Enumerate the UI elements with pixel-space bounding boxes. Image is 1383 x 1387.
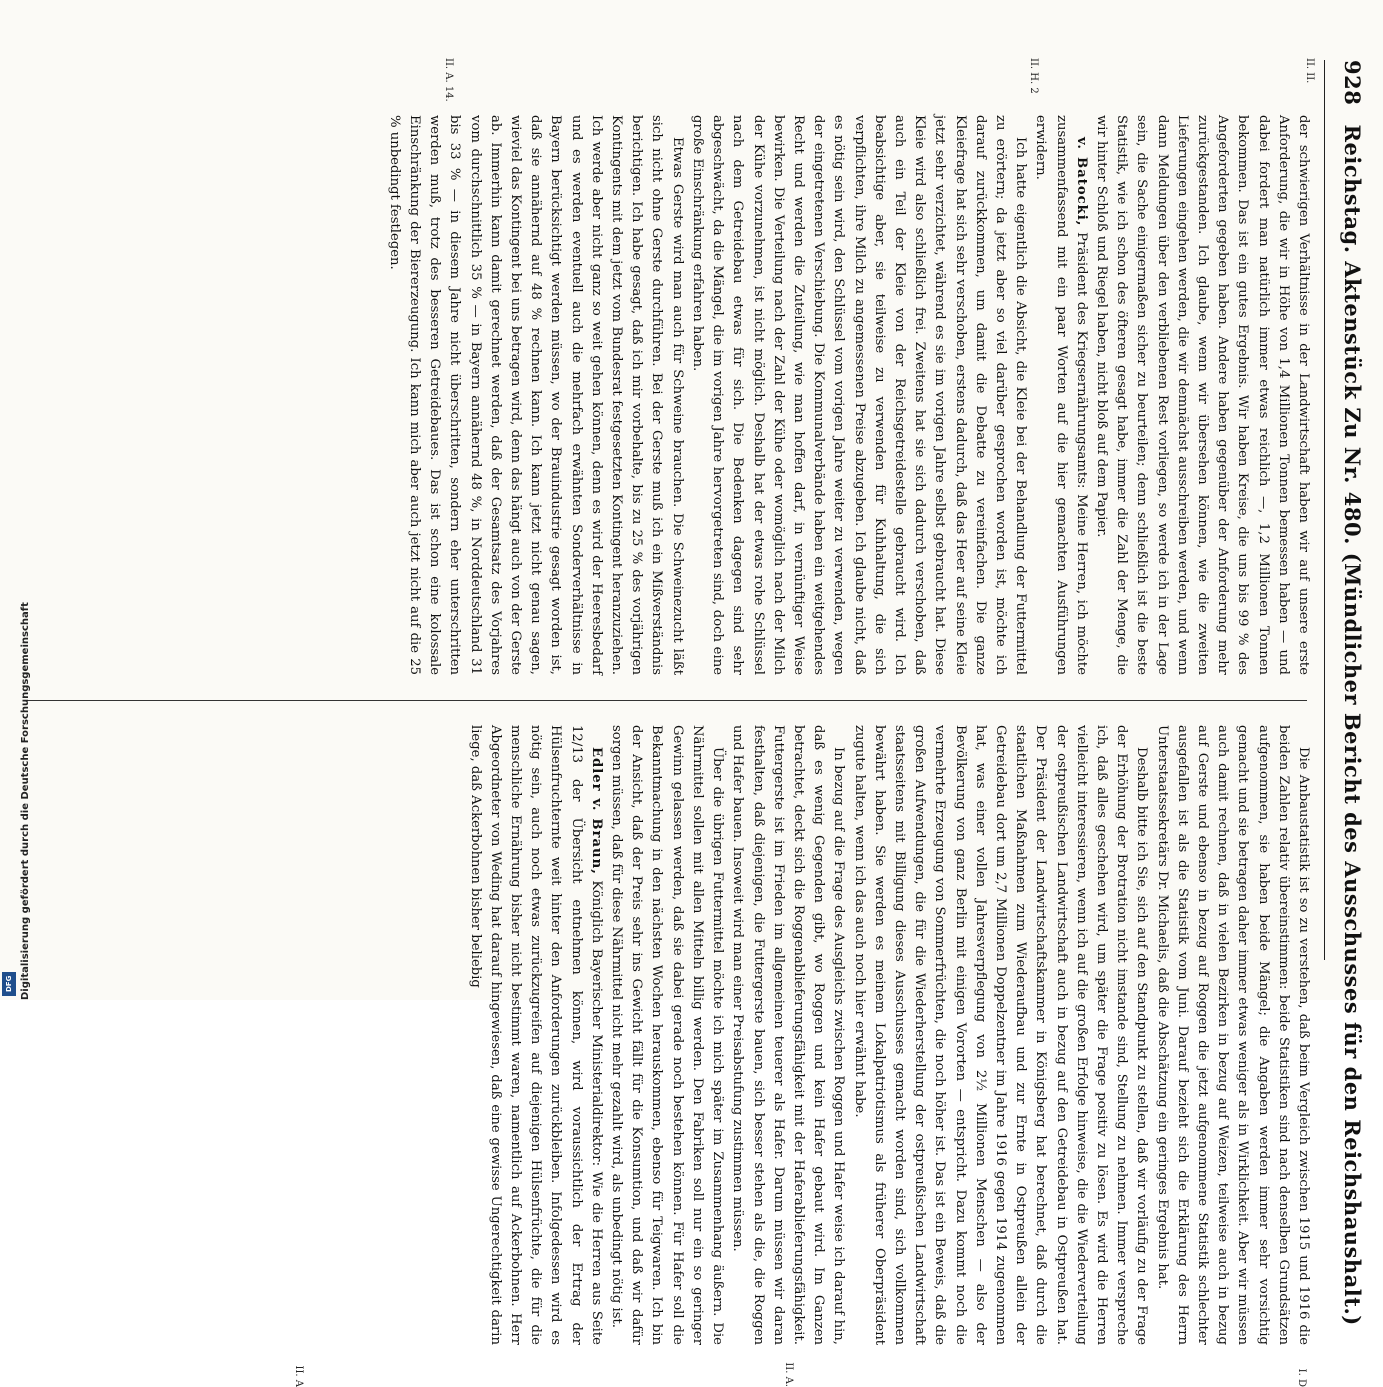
paragraph: [384, 115, 687, 675]
page-title: Reichstag. Aktenstück Zu Nr. 480. (Mündlicher Bericht des Ausschusses für den Reichshaushalt.): [1340, 124, 1365, 1326]
paragraph-text: Die Anbaustatistik ist so zu verstehen, daß beim Vergleich zwischen 1915 und 1916 die beiden Zahlen relativ übereinstimmen: beide Statistiken sind nach denselben Grundsätzen aufgenommen, sie haben beide Mängel; die Angaben werden immer sehr vorsichtig gemacht und sie betragen daher immer etwas weniger als in Wirklichkeit. Aber wir müssen auch damit rechnen, daß in vielen Bezirken in bezug auf Weizen, teilweise auch in bezug auf Gerste und ebenso in bezug auf Roggen die jetzt aufgenommene Statistik schlechter ausgefallen ist als die Statistik vom Juni. Darauf bezieht sich die Erklärung des Herrn Unterstaatssekretärs Dr. Michaelis, daß die Abschätzung ein geringes Ergebnis hat.: [1154, 725, 1311, 1345]
margin-note: I. D: [1296, 1368, 1307, 1387]
paragraph: [1151, 725, 1313, 1345]
paragraph-text: Ich hatte eigentlich die Absicht, die Kleie bei der Behandlung der Futtermittel zu erörtern; da jetzt aber so viel darüber gesprochen worden ist, möchte ich darauf zurückkommen, um damit die Debatte zu vereinfachen. Die ganze Kleiefrage hat sich sehr verschoben, erstens dadurch, daß das Heer auf seine Kleie jetzt sehr verzichtet, während es sie im vorigen Jahre selbst gebraucht hat. Diese Kleie wird also schließlich frei. Zweitens hat sie sich dadurch verschoben, daß auch ein Teil der Kleie von der Reichsgetreidestelle gebraucht wird. Ich beabsichtige aber, sie teilweise zu verwenden für Kuhhaltung, die sich verpflichten, ihre Milch zu angemessenen Preise abzugeben. Ich glaube nicht, daß es nötig sein wird, den Schlüssel vom vorigen Jahre weiter zu verwenden, wegen der eingetretenen Verschiebung. Die Kommunalverbände haben ein weitgehendes Recht und werden die Zuteilung, wie man hoffen darf, in vernünftiger Weise bewirken. Die Verteilung nach der Zahl der Kühe oder womöglich nach der Milch der Kühe vorzunehmen, ist nicht möglich. Deshalb hat der etwas rohe Schlüssel nach dem Getreidebau etwas für sich. Die Bedenken dagegen sind sehr abgeschwächt, da die Mängel, die im vorigen Jahre hervorgetreten sind, doch eine große Einschränkung erfahren haben.: [689, 115, 1029, 675]
speaker-name: v. Batocki,: [1073, 137, 1089, 227]
speaker-name: Edler v. Braun,: [588, 747, 604, 875]
paragraph-text: der schwierigen Verhältnisse in der Landwirtschaft haben wir auf unsere erste Anforderung, die wir in Höhe von 1,4 Millionen Tonnen bemessen haben — und dabei fordert man natürlich immer etwas reichlich —, 1,2 Millionen Tonnen bekommen. Das ist ein gutes Ergebnis. Wir haben Kreise, die uns bis 99 % des Angeforderten gegeben haben. Andere haben gegenüber der Anforderung mehr zurückgestanden. Ich glaube, wenn wir übersehen können, wie die zweiten Lieferungen eingehen werden, die wir demnächst ausschreiben werden, und wenn dann Meldungen über den verbliebenen Rest vorliegen, so werde ich in der Lage sein, die Sache einigermaßen sicher zu beurteilen; denn schließlich ist die beste Statistik, wie ich schon des öfteren gesagt habe, immer die Zahl der Menge, die wir hinter Schloß und Riegel haben, nicht bloß auf dem Papier.: [1093, 115, 1311, 675]
running-head: [1324, 60, 1365, 1326]
paragraph-text: Über die übrigen Futtermittel möchte ich mich später im Zusammenhang äußern. Die Nährmittel sollen mit allen Mitteln billig werden. Den Fabriken soll nur ein so geringer Gewinn gelassen werden, daß sie dabei gerade noch bestehen können. Für Hafer soll die Bekanntmachung in den nächsten Wochen herauskommen, ebenso für Teigwaren. Ich bin der Ansicht, daß der Preis sehr ins Gewicht fällt für die Konsumtion, und daß wir dafür sorgen müssen, daß für diese Nährmittel nicht mehr gezahlt wird, als unbedingt nötig ist.: [609, 725, 726, 1345]
paragraph-text: Präsident des Kriegsernährungsamts: Meine Herren, ich möchte zusammenfassend mit ein paar Worten auf die hier gemachten Ausführungen erwidern.: [1033, 115, 1089, 676]
credit-text: Digitalisierung gefördert durch die Deutsche Forschungsgemeinschaft: [20, 602, 31, 1000]
text-columns: [20, 58, 1315, 1387]
paragraph: [848, 725, 1151, 1345]
paragraph-text: In bezug auf die Frage des Ausgleichs zwischen Roggen und Hafer weise ich darauf hin, daß es wenig Gegenden gibt, wo Roggen und kein Hafer gebaut wird. Im Ganzen betrachtet, deckt sich die Roggenablieferungsfähigkeit mit der Haferablieferungsfähigkeit. Futtergerste ist im Frieden im allgemeinen teuerer als Hafer. Darum müssen wir daran festhalten, daß diejenigen, die Futtergerste bauen, sich besser stehen als die, die Roggen und Hafer bauen. Insoweit wird man einer Preisabstufung zustimmen müssen.: [730, 725, 847, 1345]
dfg-logo-icon: DFG: [2, 972, 16, 996]
margin-note: II. H. 2: [1028, 58, 1039, 94]
column-divider: [28, 700, 1307, 701]
margin-note: II. A. 14.: [443, 58, 454, 102]
left-column: [20, 60, 1313, 675]
digitization-credit: [6, 0, 31, 1000]
paragraph: [464, 725, 605, 1345]
paragraph-text: Deshalb bitte ich Sie, sich auf den Standpunkt zu stellen, daß wir vorläufig zu der Frage der Erhöhung der Brotration nicht imstande sind, Stellung zu nehmen. Immer verspreche ich, daß alles geschehen wird, um später die Frage positiv zu lösen. Es wird die Herren vielleicht interessieren, wenn ich auf die großen Erfolge hinweise, die die Wiederverteilung der ostpreußischen Landwirtschaft auch in bezug auf den Getreidebau in Ostpreußen hat. Der Präsident der Landwirtschaftskammer in Königsberg hat berechnet, daß durch die staatlichen Maßnahmen zum Wiederaufbau und zur Ernte in Ostpreußen allein der Getreidebau dort um 2,7 Millionen Doppelzentner im Jahre 1916 gegen 1914 zugenommen hat, was einer vollen Jahresverpflegung von 2½ Millionen Menschen — also der Bevölkerung von ganz Berlin mit einigen Vororten — entspricht. Dazu kommt noch die vermehrte Erzeugung von Sommerfrüchten, die noch höher ist. Das ist ein Beweis, daß die großen Aufwendungen, die für die Wiederherstellung der ostpreußischen Landwirtschaft staatsseitens mit Billigung dieses Ausschusses gemacht worden sind, sich vollkommen bewährt haben. Sie werden es meinem Lokalpatriotismus als früherer Oberpräsident zugute halten, wenn ich das auch noch hier erwähnt habe.: [851, 725, 1150, 1345]
paragraph: [1091, 115, 1313, 675]
margin-note: II. A.: [783, 1362, 794, 1387]
paragraph-text: Königlich Bayerischer Ministerialdirektor: Wie die Herren aus Seite 12/13 der Übersicht entnehmen können, wird voraussichtlich der Ertrag der Hülsenfruchternte weit hinter den Anforderungen zurückbleiben. Infolgedessen wird es nötig sein, auch noch etwas zurückzugreifen auf diejenigen Hülsenfrüchte, die für die menschliche Ernährung bisher nicht bestimmt waren, namentlich auf Ackerbohnen. Herr Abgeordneter von Weding hat darauf hingewiesen, daß eine gewisse Ungerechtigkeit darin liege, daß Ackerbohnen bisher beliebig: [467, 725, 604, 1345]
paragraph-text: Etwas Gerste wird man auch für Schweine brauchen. Die Schweinezucht läßt sich nicht ohne Gerste durchführen. Bei der Gerste muß ich ein Mißverständnis berichtigen. Ich habe gesagt, daß ich mir vorbehalte, bis zu 25 % des vorjährigen Kontingents mit dem jetzt vom Bundesrat festgesetzten Kontingent heranzuziehen. Ich werde aber nicht ganz so weit gehen können, denn es wird der Heeresbedarf und es werden eventuell auch die mehrfach erwähnten Sonderverhältnisse in Bayern berücksichtigt werden müssen, wo der Brauindustrie gesagt worden ist, daß sie annähernd auf 48 % rechnen kann. Ich kann jetzt nicht genau sagen, wieviel das Kontingent bei uns betragen wird, denn das hängt auch von der Gerste ab. Immerhin kann damit gerechnet werden, daß der Gesamtsatz des Vorjahres vom durchschnittlich 35 % — in Bayern annähernd 48 %, in Norddeutschland 31 bis 33 % — in diesem Jahre nicht überschritten, sondern eher unterschritten werden muß, trotz des besseren Getreidebaues. Das ist schon eine kolossale Einschränkung der Biererzeugung. Ich kann mich aber auch jetzt nicht auf die 25 % unbedingt festlegen.: [386, 115, 685, 675]
paragraph: [687, 115, 1030, 675]
paragraph: [606, 725, 727, 1345]
margin-note: II. A: [293, 1365, 304, 1387]
paragraph: [727, 725, 848, 1345]
page-number: 928: [1340, 60, 1365, 106]
margin-note: II. II.: [1304, 58, 1315, 84]
paragraph: [1030, 115, 1091, 675]
right-column: [20, 725, 1313, 1387]
